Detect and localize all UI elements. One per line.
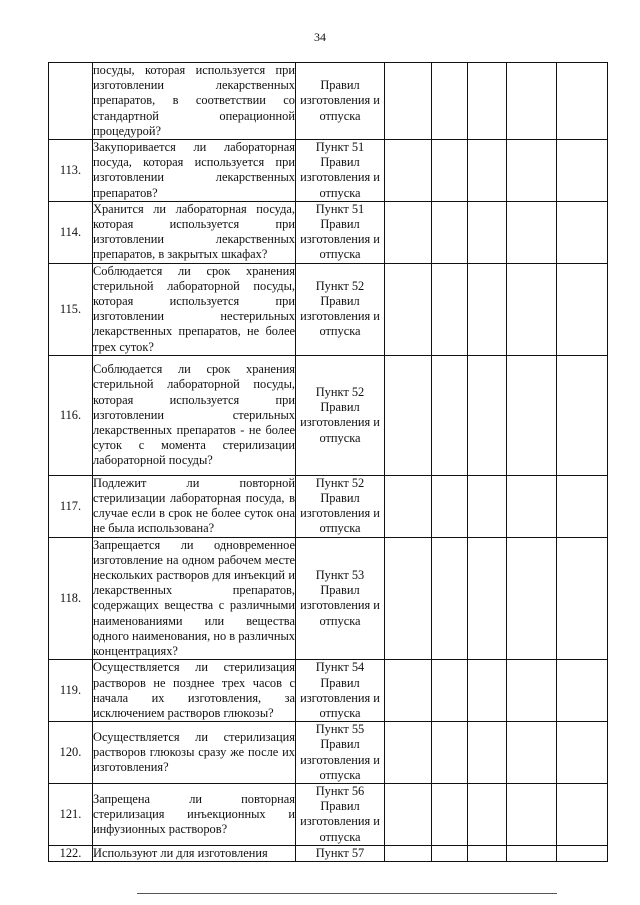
- answer-cell-na[interactable]: [468, 537, 507, 660]
- answer-cell-no[interactable]: [432, 263, 468, 355]
- row-number: 118.: [49, 537, 93, 660]
- answer-cell-note[interactable]: [507, 845, 557, 861]
- answer-cell-no[interactable]: [432, 537, 468, 660]
- answer-cell-extra[interactable]: [557, 783, 608, 845]
- legal-reference: Пункт 57: [296, 845, 385, 861]
- legal-reference: Пункт 55 Правил изготовления и отпуска: [296, 722, 385, 784]
- answer-cell-note[interactable]: [507, 537, 557, 660]
- answer-cell-yes[interactable]: [385, 783, 432, 845]
- row-number: 120.: [49, 722, 93, 784]
- answer-cell-no[interactable]: [432, 660, 468, 722]
- answer-cell-na[interactable]: [468, 845, 507, 861]
- table-row: [49, 537, 608, 660]
- answer-cell-extra[interactable]: [557, 537, 608, 660]
- answer-cell-yes[interactable]: [385, 845, 432, 861]
- answer-cell-extra[interactable]: [557, 722, 608, 784]
- answer-cell-na[interactable]: [468, 722, 507, 784]
- answer-cell-no[interactable]: [432, 845, 468, 861]
- answer-cell-no[interactable]: [432, 140, 468, 202]
- requirement-question: Подлежит ли повторной стерилизации лабораторная посуда, в случае если в срок не более суток она не была использована?: [93, 475, 295, 536]
- answer-cell-extra[interactable]: [557, 63, 608, 140]
- row-number: 113.: [49, 140, 93, 202]
- row-number: 122.: [49, 845, 93, 861]
- answer-cell-note[interactable]: [507, 475, 557, 537]
- requirement-question: Соблюдается ли срок хранения стерильной лабораторной посуды, которая используется при изготовлении нестерильных лекарственных препаратов, не более трех суток?: [93, 263, 295, 354]
- answer-cell-no[interactable]: [432, 201, 468, 263]
- table-row: [49, 201, 608, 263]
- requirement-question: Осуществляется ли стерилизация растворов глюкозы сразу же после их изготовления?: [93, 722, 296, 784]
- answer-cell-yes[interactable]: [385, 63, 432, 140]
- answer-cell-no[interactable]: [432, 722, 468, 784]
- row-number: 115.: [49, 263, 93, 355]
- answer-cell-na[interactable]: [468, 201, 507, 263]
- answer-cell-extra[interactable]: [557, 201, 608, 263]
- answer-cell-yes[interactable]: [385, 722, 432, 784]
- table-row: [49, 140, 608, 202]
- answer-cell-na[interactable]: [468, 263, 507, 355]
- answer-cell-na[interactable]: [468, 475, 507, 537]
- answer-cell-extra[interactable]: [557, 660, 608, 722]
- row-number: 116.: [49, 355, 93, 475]
- row-number: [49, 63, 93, 140]
- row-number: 117.: [49, 475, 93, 537]
- table-row: [49, 263, 608, 355]
- answer-cell-no[interactable]: [432, 475, 468, 537]
- answer-cell-yes[interactable]: [385, 355, 432, 475]
- row-number: 119.: [49, 660, 93, 722]
- answer-cell-na[interactable]: [468, 355, 507, 475]
- page-bottom-rule: [137, 893, 557, 894]
- legal-reference: Пункт 52 Правил изготовления и отпуска: [296, 475, 385, 537]
- legal-reference: Пункт 52 Правил изготовления и отпуска: [296, 355, 385, 475]
- answer-cell-note[interactable]: [507, 140, 557, 202]
- answer-cell-yes[interactable]: [385, 660, 432, 722]
- answer-cell-na[interactable]: [468, 660, 507, 722]
- legal-reference: Пункт 52 Правил изготовления и отпуска: [296, 263, 385, 355]
- table-row: [49, 660, 608, 722]
- legal-reference: Правил изготовления и отпуска: [296, 63, 385, 140]
- answer-cell-yes[interactable]: [385, 537, 432, 660]
- answer-cell-note[interactable]: [507, 355, 557, 475]
- legal-reference: Пункт 53 Правил изготовления и отпуска: [296, 537, 385, 660]
- requirement-question: Хранится ли лабораторная посуда, которая используется при изготовлении лекарственных препаратов, в закрытых шкафах?: [93, 201, 295, 262]
- table-row: [49, 355, 608, 475]
- answer-cell-extra[interactable]: [557, 475, 608, 537]
- requirement-question: Осуществляется ли стерилизация растворов не позднее трех часов с начала их изготовления, за исключением растворов глюкозы?: [93, 660, 295, 720]
- checklist-table: [48, 62, 608, 862]
- row-number: 121.: [49, 783, 93, 845]
- answer-cell-note[interactable]: [507, 201, 557, 263]
- answer-cell-yes[interactable]: [385, 475, 432, 537]
- answer-cell-extra[interactable]: [557, 845, 608, 861]
- answer-cell-note[interactable]: [507, 722, 557, 784]
- answer-cell-extra[interactable]: [557, 140, 608, 202]
- answer-cell-na[interactable]: [468, 63, 507, 140]
- requirement-question: Закупоривается ли лабораторная посуда, которая используется при изготовлении лекарственных препаратов?: [93, 140, 295, 200]
- requirement-question: Запрещена ли повторная стерилизация инъекционных и инфузионных растворов?: [93, 783, 296, 845]
- answer-cell-no[interactable]: [432, 355, 468, 475]
- table-row: [49, 475, 608, 537]
- requirement-question: Запрещается ли одновременное изготовление на одном рабочем месте нескольких растворов для инъекций и лекарственных препаратов, содержащих вещества с различными наименованиями или вещества одного наименования, но в различных концентрациях?: [93, 537, 295, 659]
- row-number: 114.: [49, 201, 93, 263]
- answer-cell-na[interactable]: [468, 783, 507, 845]
- table-row: [49, 783, 608, 845]
- table-row: [49, 845, 608, 861]
- answer-cell-note[interactable]: [507, 63, 557, 140]
- answer-cell-yes[interactable]: [385, 140, 432, 202]
- answer-cell-note[interactable]: [507, 660, 557, 722]
- answer-cell-yes[interactable]: [385, 263, 432, 355]
- answer-cell-note[interactable]: [507, 263, 557, 355]
- table-row: [49, 722, 608, 784]
- answer-cell-na[interactable]: [468, 140, 507, 202]
- answer-cell-yes[interactable]: [385, 201, 432, 263]
- requirement-question: посуды, которая используется при изготовлении лекарственных препаратов, в соответствии со стандартной операционной процедурой?: [93, 63, 295, 138]
- answer-cell-no[interactable]: [432, 783, 468, 845]
- answer-cell-extra[interactable]: [557, 263, 608, 355]
- table-row: [49, 63, 608, 140]
- page-number: 34: [314, 30, 326, 44]
- answer-cell-extra[interactable]: [557, 355, 608, 475]
- legal-reference: Пункт 54 Правил изготовления и отпуска: [296, 660, 385, 722]
- legal-reference: Пункт 51 Правил изготовления и отпуска: [296, 201, 385, 263]
- answer-cell-no[interactable]: [432, 63, 468, 140]
- legal-reference: Пункт 51 Правил изготовления и отпуска: [296, 140, 385, 202]
- legal-reference: Пункт 56 Правил изготовления и отпуска: [296, 783, 385, 845]
- requirement-question: Соблюдается ли срок хранения стерильной лабораторной посуды, которая используется при изготовлении стерильных лекарственных препаратов - не более суток с момента стерилизации лабораторной посуды?: [93, 355, 296, 475]
- answer-cell-note[interactable]: [507, 783, 557, 845]
- requirement-question: Используют ли для изготовления: [93, 845, 296, 861]
